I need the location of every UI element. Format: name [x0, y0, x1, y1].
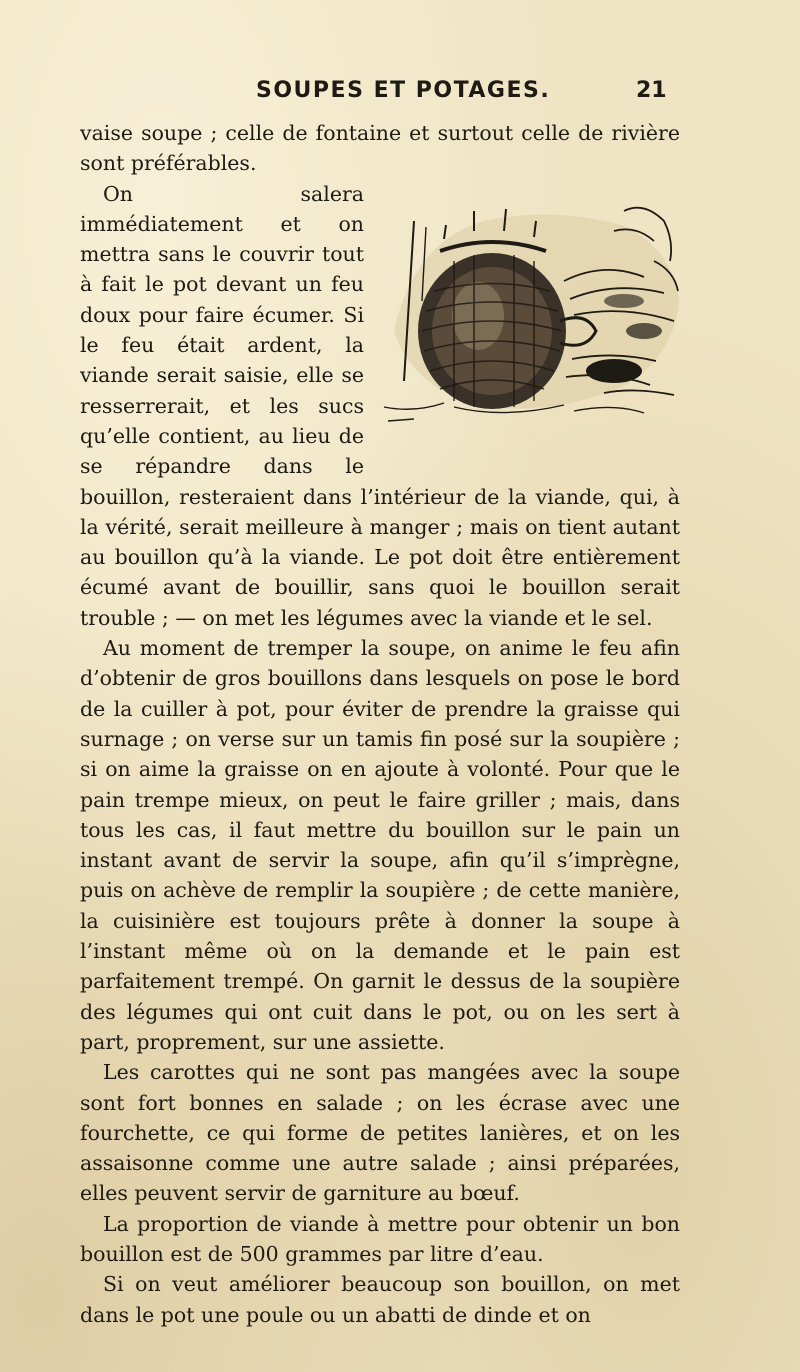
- paragraph-improve: Si on veut améliorer beaucoup son bouillon, on met dans le pot une poule ou un abatti de dinde et on: [80, 1272, 680, 1327]
- running-head: [0, 78, 800, 108]
- paragraph-soup: Au moment de tremper la soupe, on anime le feu afin d’obtenir de gros bouillons dans lesquels on pose le bord de la cuiller à pot, pour éviter de prendre la graisse qui surnage ; on verse sur un tamis fin posé sur la soupière ; si on aime la graisse on en ajoute à volonté. Pour que le pain trempe mieux, on peut le faire griller ; mais, dans tous les cas, il faut mettre du bouillon sur le pain un instant avant de servir la soupe, afin qu’il s’imprègne, puis on achève de remplir la soupière ; de cette manière, la cuisinière est toujours prête à donner la soupe à l’instant même où on la demande et le pain est parfaitement trempé. On garnit le dessus de la soupière des légumes qui ont cuit dans le pot, ou on les sert à part, proprement, sur une assiette.: [80, 636, 680, 1054]
- paragraph-pot: On salera immédiatement et on mettra sans le couvrir tout à fait le pot devant un feu doux pour faire écumer. Si le feu était ardent, la viande serait saisie, elle se resserrerait, et les sucs qu’elle contient, au lieu de se répandre dans le bouillon, resteraient dans l’intérieur de la viande, qui, à la vérité, serait meilleure à manger ; mais on tient autant au bouillon qu’à la viande. Le pot doit être entièrement écumé avant de bouillir, sans quoi le bouillon serait trouble ; — on met les légumes avec la viande et le sel.: [80, 181, 680, 630]
- running-head-title: SOUPES ET POTAGES.: [256, 78, 551, 103]
- paragraph-proportion: La proportion de viande à mettre pour obtenir un bon bouillon est de 500 grammes par litre d’eau.: [80, 1211, 680, 1266]
- cooking-pot-engraving-icon: [374, 181, 692, 461]
- page-number: 21: [636, 78, 667, 103]
- paragraph-continued: vaise soupe ; celle de fontaine et surtout celle de rivière sont préférables.: [80, 121, 680, 176]
- paragraph-carrots: Les carottes qui ne sont pas mangées avec la soupe sont fort bonnes en salade ; on les écrase avec une fourchette, ce qui forme de petites lanières, et on les assaisonne comme une autre salade ; ainsi préparées, elles peuvent servir de garniture au bœuf.: [80, 1060, 680, 1206]
- body-text: [80, 118, 680, 1330]
